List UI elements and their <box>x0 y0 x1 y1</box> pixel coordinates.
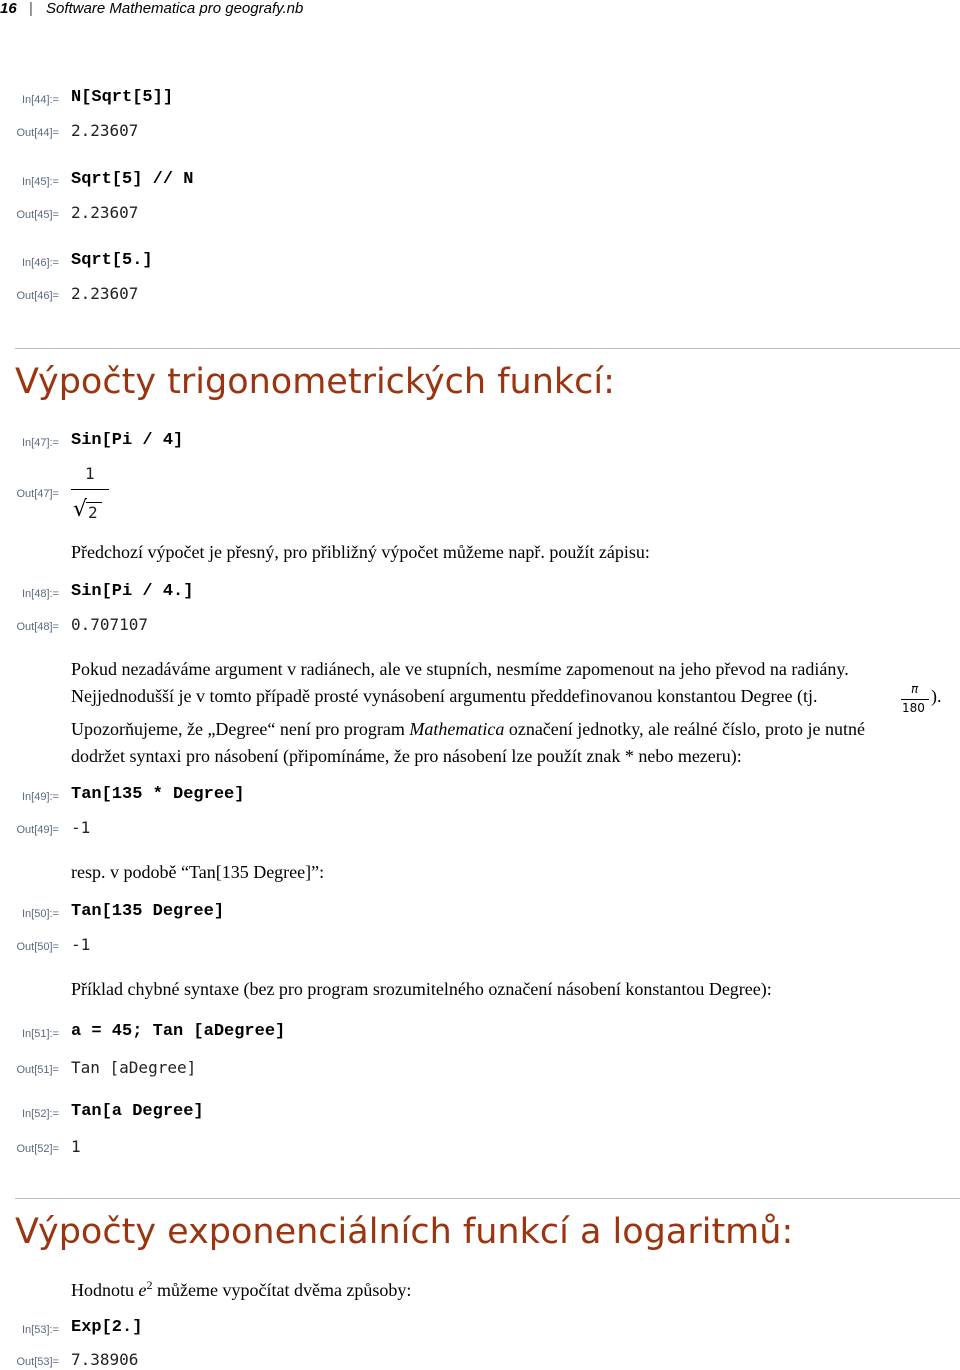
header-separator: | <box>29 0 33 17</box>
output-value-46: 2.23607 <box>71 284 139 303</box>
output-value-52: 1 <box>71 1137 81 1156</box>
pi-numerator: π <box>911 682 919 696</box>
output-value-50: -1 <box>71 935 91 954</box>
e-symbol: e <box>138 1280 147 1300</box>
input-label-52: In[52]:= <box>21 1108 59 1120</box>
pi-denominator: 180 <box>902 701 925 715</box>
output-value-51: Tan [aDegree] <box>71 1058 197 1077</box>
mathematica-italic: Mathematica <box>409 719 505 739</box>
text-segment: označení jednotky, ale reálné číslo, proto je nutné <box>504 719 866 739</box>
input-label-46: In[46]:= <box>21 257 59 269</box>
paragraph-degrees-line4: dodržet syntaxi pro násobení (připomínáme, že pro násobení lze použít znak * nebo mezeru): <box>71 746 742 766</box>
fraction-denominator: 2 <box>88 503 98 522</box>
input-code-46[interactable]: Sqrt[5.] <box>71 251 153 270</box>
section-divider <box>15 1198 960 1199</box>
page-number: 16 <box>0 0 17 17</box>
input-label-50: In[50]:= <box>21 908 59 920</box>
output-label-48: Out[48]= <box>16 621 59 633</box>
output-label-45: Out[45]= <box>16 209 59 221</box>
output-label-47: Out[47]= <box>16 488 59 500</box>
paragraph-resp: resp. v podobě “Tan[135 Degree]”: <box>71 862 325 882</box>
text-segment: Hodnotu <box>71 1280 139 1300</box>
input-code-51[interactable]: a = 45; Tan [aDegree] <box>71 1022 286 1041</box>
output-label-52: Out[52]= <box>16 1143 59 1155</box>
output-value-45: 2.23607 <box>71 203 139 222</box>
output-value-48: 0.707107 <box>71 615 149 634</box>
output-value-49: -1 <box>71 818 91 837</box>
output-label-49: Out[49]= <box>16 824 59 836</box>
output-label-50: Out[50]= <box>16 941 59 953</box>
input-code-47[interactable]: Sin[Pi / 4] <box>71 431 184 450</box>
input-label-49: In[49]:= <box>21 791 59 803</box>
paragraph-exact-vs-approx: Předchozí výpočet je přesný, pro přibližný výpočet můžeme např. použít zápisu: <box>71 542 650 562</box>
text-segment: Upozorňujeme, že „Degree“ není pro program <box>71 719 410 739</box>
paragraph-degrees-line2: Nejjednodušší je v tomto případě prosté vynásobení argumentu předdefinovanou konstantou Degree (tj. <box>71 686 818 706</box>
output-value-53: 7.38906 <box>71 1350 139 1369</box>
paragraph-degrees-close: ). <box>931 686 942 706</box>
input-label-45: In[45]:= <box>21 176 59 188</box>
input-label-44: In[44]:= <box>21 94 59 106</box>
paragraph-bad-syntax: Příklad chybné syntaxe (bez pro program srozumitelného označení násobení konstantou Degree): <box>71 979 772 999</box>
input-code-52[interactable]: Tan[a Degree] <box>71 1102 204 1121</box>
input-label-51: In[51]:= <box>21 1028 59 1040</box>
output-value-44: 2.23607 <box>71 121 139 140</box>
input-code-50[interactable]: Tan[135 Degree] <box>71 902 225 921</box>
paragraph-degrees-line1: Pokud nezadáváme argument v radiánech, ale ve stupních, nesmíme zapomenout na jeho převod na radiány. <box>71 659 849 679</box>
input-code-45[interactable]: Sqrt[5] // N <box>71 170 194 189</box>
input-label-48: In[48]:= <box>21 588 59 600</box>
output-label-53: Out[53]= <box>16 1356 59 1368</box>
input-code-53[interactable]: Exp[2.] <box>71 1318 143 1337</box>
input-code-44[interactable]: N[Sqrt[5]] <box>71 88 174 107</box>
fraction-numerator: 1 <box>85 464 95 483</box>
paragraph-e-squared <box>71 1278 411 1301</box>
output-label-44: Out[44]= <box>16 127 59 139</box>
section-title-trigonometric: Výpočty trigonometrických funkcí: <box>15 362 615 402</box>
section-title-exponential: Výpočty exponenciálních funkcí a logaritmů: <box>15 1212 794 1252</box>
input-label-47: In[47]:= <box>21 437 59 449</box>
output-label-46: Out[46]= <box>16 290 59 302</box>
notebook-title: Software Mathematica pro geografy.nb <box>46 0 304 17</box>
exponent: 2 <box>146 1278 153 1292</box>
section-divider <box>15 348 960 349</box>
pi-fraction-bar <box>901 699 929 700</box>
input-label-53: In[53]:= <box>21 1324 59 1336</box>
sqrt-symbol: √ <box>73 497 88 522</box>
text-segment: můžeme vypočítat dvěma způsoby: <box>152 1280 412 1300</box>
fraction-bar <box>71 489 109 490</box>
input-code-48[interactable]: Sin[Pi / 4.] <box>71 582 194 601</box>
paragraph-degrees-line3 <box>71 719 865 740</box>
output-label-51: Out[51]= <box>16 1064 59 1076</box>
input-code-49[interactable]: Tan[135 * Degree] <box>71 785 245 804</box>
